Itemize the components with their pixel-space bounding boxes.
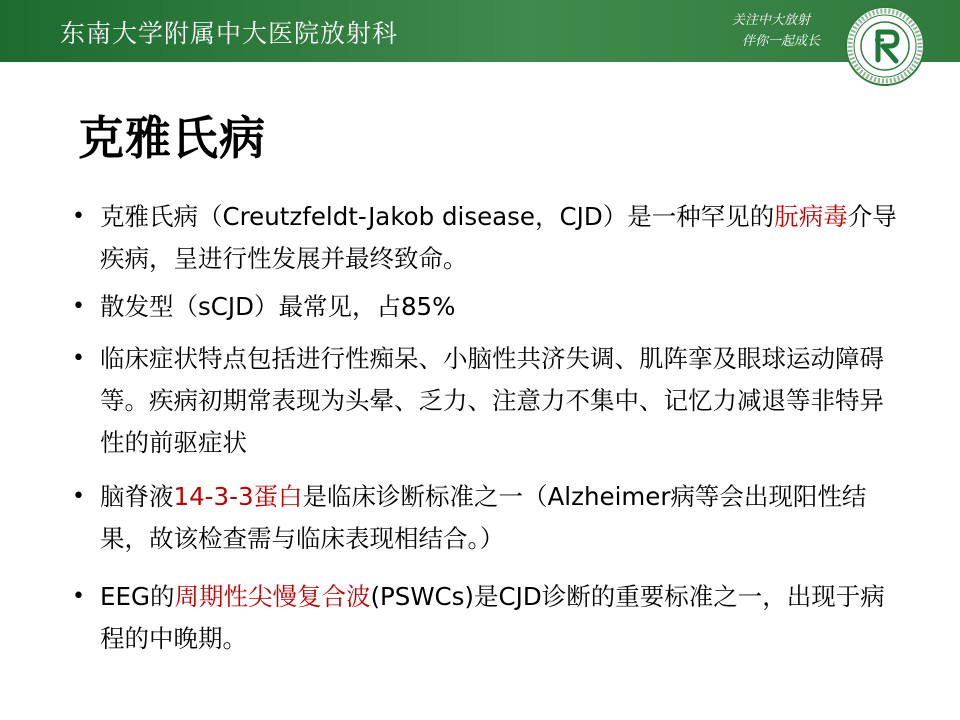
bullet-dot-icon: • xyxy=(72,346,85,371)
bullet-list xyxy=(70,196,900,660)
bullet-item xyxy=(70,286,900,328)
bullet-text: 散发型（sCJD）最常见，占85% xyxy=(100,292,456,321)
bullet-emphasis: 朊病毒 xyxy=(774,202,848,231)
bullet-emphasis: 14-3-3蛋白 xyxy=(173,482,303,511)
bullet-item xyxy=(70,196,900,280)
bullet-dot-icon: • xyxy=(72,584,85,609)
header-title: 东南大学附属中大医院放射科 xyxy=(60,19,399,48)
header-bar xyxy=(0,0,960,62)
slogan-line-2: 伴你一起成长 xyxy=(741,34,820,49)
bullet-dot-icon: • xyxy=(72,294,85,319)
bullet-text: EEG的 xyxy=(100,582,175,611)
bullet-dot-icon: • xyxy=(72,204,85,229)
bullet-emphasis: 周期性尖慢复合波 xyxy=(174,582,371,611)
bullet-item xyxy=(70,576,900,660)
slide-title: 克雅氏病 xyxy=(78,111,266,165)
hospital-radiology-logo-icon xyxy=(844,5,926,87)
bullet-text: 克雅氏病（Creutzfeldt-Jakob disease，CJD）是一种罕见的 xyxy=(100,202,775,231)
bullet-text: (PSWCs)是CJD诊断的重要标准之一，出现于病程的中晚期。 xyxy=(100,582,885,653)
slogan-line-1: 关注中大放射 xyxy=(731,13,810,28)
bullet-item xyxy=(70,476,900,560)
bullet-text: 脑脊液 xyxy=(100,482,174,511)
bullet-item xyxy=(70,338,900,464)
bullet-text: 介导疾病，呈进行性发展并最终致命。 xyxy=(100,202,897,273)
bullet-dot-icon: • xyxy=(72,484,85,509)
header-slogan xyxy=(731,10,820,52)
bullet-text: 是临床诊断标准之一（Alzheimer病等会出现阳性结果，故该检查需与临床表现相结合。） xyxy=(100,482,867,553)
bullet-text: 临床症状特点包括进行性痴呆、小脑性共济失调、肌阵挛及眼球运动障碍等。疾病初期常表现为头晕、乏力、注意力不集中、记忆力减退等非特异性的前驱症状 xyxy=(100,344,884,457)
